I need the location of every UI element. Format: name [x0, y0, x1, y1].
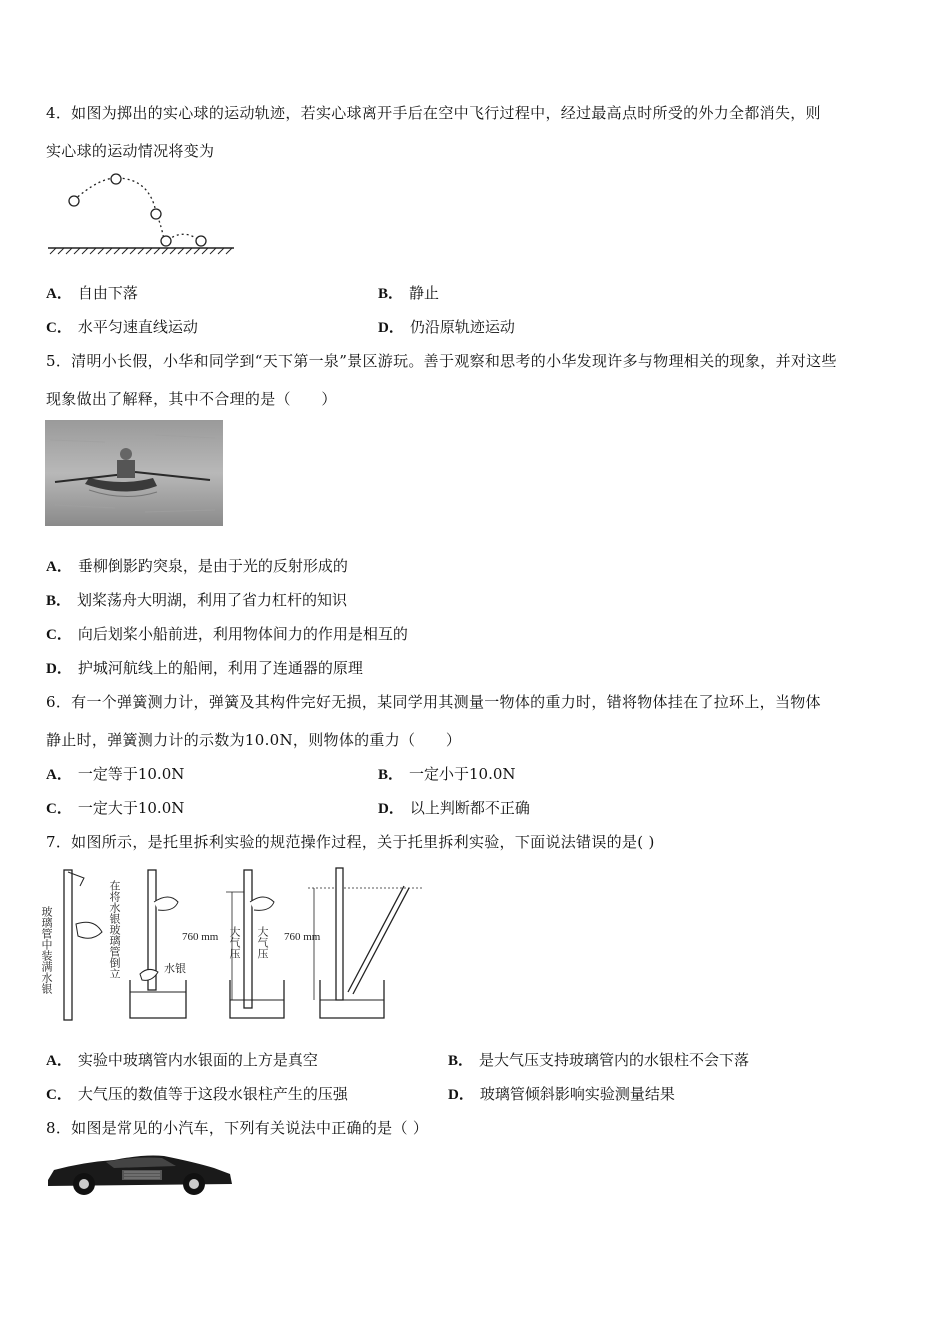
- q6-option-d[interactable]: D． 以上判断都不正确: [378, 799, 530, 817]
- q6-stem-line1: 6．有一个弹簧测力计，弹簧及其构件完好无损，某同学用其测量一物体的重力时，错将物体挂在了拉环上，当物体: [46, 693, 821, 711]
- q7-label-mercury: 水银: [164, 963, 186, 975]
- ball-landing: [161, 236, 171, 246]
- q7-label-height2: 760 mm: [284, 931, 321, 943]
- q6-option-a[interactable]: A． 一定等于10.0N: [46, 765, 185, 783]
- ball-top: [111, 174, 121, 184]
- q7-panel-invert: [108, 870, 186, 1018]
- ball-start: [69, 196, 79, 206]
- q5-option-d[interactable]: D． 护城河航线上的船闸，利用了连通器的原理: [46, 659, 363, 677]
- q8-car-figure: [44, 1148, 236, 1200]
- q7-option-c[interactable]: C． 大气压的数值等于这段水银柱产生的压强: [46, 1085, 348, 1103]
- ball-bounce: [196, 236, 206, 246]
- ball-falling: [151, 209, 161, 219]
- q4-stem-line2: 实心球的运动情况将变为: [46, 142, 215, 160]
- q7-label-invert: 在将水银玻璃管倒立: [108, 880, 120, 979]
- q7-panel-fill: [40, 870, 102, 1020]
- q7-panel-tilted: [284, 868, 424, 1018]
- q4-stem-line1: 4．如图为掷出的实心球的运动轨迹，若实心球离开手后在空中飞行过程中，经过最高点时所受的外力全都消失，则: [46, 104, 821, 122]
- q5-boat-photo: [45, 420, 223, 526]
- q5-stem-line1: 5．清明小长假，小华和同学到“天下第一泉”景区游玩。善于观察和思考的小华发现许多与物理相关的现象，并对这些: [46, 352, 837, 370]
- q4-option-b[interactable]: B． 静止: [378, 284, 440, 302]
- q8-stem-line1: 8．如图是常见的小汽车，下列有关说法中正确的是（ ）: [46, 1119, 429, 1137]
- q6-option-c[interactable]: C． 一定大于10.0N: [46, 799, 185, 817]
- q5-stem-line2: 现象做出了解释，其中不合理的是（ ）: [46, 390, 337, 408]
- q4-option-d[interactable]: D． 仍沿原轨迹运动: [378, 318, 515, 336]
- q5-option-c[interactable]: C． 向后划桨小船前进，利用物体间力的作用是相互的: [46, 625, 408, 643]
- q7-option-b[interactable]: B． 是大气压支持玻璃管内的水银柱不会下落: [448, 1051, 750, 1069]
- q4-trajectory-figure: [44, 168, 244, 260]
- q7-option-d[interactable]: D． 玻璃管倾斜影响实验测量结果: [448, 1085, 675, 1103]
- q7-stem-line1: 7．如图所示，是托里拆利实验的规范操作过程，关于托里拆利实验，下面说法错误的是( ): [46, 833, 655, 851]
- q6-option-b[interactable]: B． 一定小于10.0N: [378, 765, 516, 783]
- q7-panel-vertical: [182, 870, 284, 1018]
- q6-stem-line2: 静止时，弹簧测力计的示数为10.0N，则物体的重力（ ）: [46, 731, 462, 749]
- q7-option-a[interactable]: A． 实验中玻璃管内水银面的上方是真空: [46, 1051, 318, 1069]
- q5-option-a[interactable]: A． 垂柳倒影趵突泉，是由于光的反射形成的: [46, 557, 348, 575]
- q4-option-a[interactable]: A． 自由下落: [46, 284, 138, 302]
- q7-label-height1: 760 mm: [182, 931, 219, 943]
- q5-option-b[interactable]: B． 划桨荡舟大明湖，利用了省力杠杆的知识: [46, 591, 348, 609]
- q7-torricelli-figure: [40, 862, 424, 1028]
- q4-option-c[interactable]: C． 水平匀速直线运动: [46, 318, 198, 336]
- q7-label-pressure2: 大气压: [256, 926, 268, 959]
- q7-label-fill: 玻璃管中装满水银: [40, 906, 52, 994]
- q7-label-pressure1: 大气压: [228, 926, 240, 959]
